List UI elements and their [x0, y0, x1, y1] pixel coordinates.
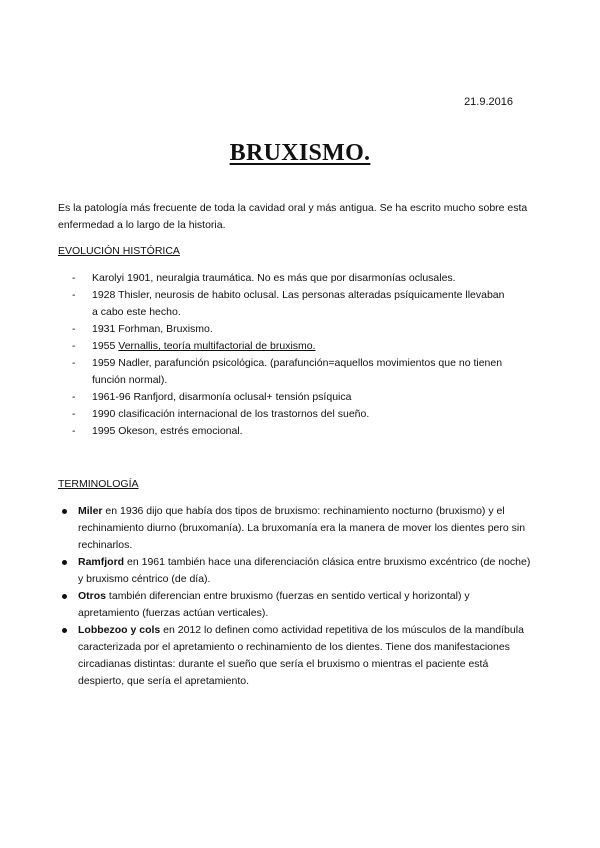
- list-item-text: en 1936 dijo que había dos tipos de bruxismo: rechinamiento nocturno (bruxismo) y el rechinamiento diurno (bruxomanía). La bruxomanía era la manera de mover los dientes pero sin rechinarlos.: [78, 505, 526, 551]
- bullet-icon: [62, 594, 67, 599]
- list-item: [72, 355, 512, 389]
- list-item: [62, 588, 532, 622]
- list-item: [72, 338, 512, 355]
- list-item-author: Miler: [78, 505, 103, 517]
- evolucion-list: [72, 270, 512, 440]
- list-item-text: en 2012 lo definen como actividad repetitiva de los músculos de la mandíbula caracterizada por el apretamiento o rechinamiento de los dientes. Tiene dos manifestaciones circadianas distintas: durante el sueño que sería el bruxismo o mientras el paciente está despierto, que sería el apretamiento.: [78, 624, 524, 687]
- list-item: [72, 406, 512, 423]
- list-item-text: 1959 Nadler, parafunción psicológica. (parafunción=aquellos movimientos que no tienen función normal).: [92, 357, 503, 386]
- dash-marker: -: [72, 272, 76, 284]
- section-heading-terminologia: TERMINOLOGÍA: [58, 478, 139, 490]
- list-item-text: 1931 Forhman, Bruxismo.: [92, 323, 213, 335]
- bullet-icon: [62, 560, 67, 565]
- bullet-icon: [62, 628, 67, 633]
- list-item-underlined: Vernallis, teoría multifactorial de bruxismo.: [118, 340, 316, 352]
- document-date: 21.9.2016: [464, 96, 513, 108]
- list-item-text: 1961-96 Ranfjord, disarmonía oclusal+ tensión psíquica: [92, 391, 352, 403]
- list-item-text: 1990 clasificación internacional de los trastornos del sueño.: [92, 408, 370, 420]
- list-item-author: Lobbezoo y cols: [78, 624, 161, 636]
- dash-marker: -: [72, 323, 76, 335]
- list-item: [62, 503, 532, 554]
- list-item: [62, 554, 532, 588]
- list-item-prefix: 1955: [92, 340, 119, 352]
- list-item-text: 1928 Thisler, neurosis de habito oclusal. Las personas alteradas psíquicamente llevaban a cabo este hecho.: [92, 289, 505, 318]
- list-item-author: Ramfjord: [78, 556, 125, 568]
- dash-marker: -: [72, 357, 76, 369]
- list-item-text: en 1961 también hace una diferenciación clásica entre bruxismo excéntrico (de noche) y bruxismo céntrico (de día).: [78, 556, 531, 585]
- list-item-text: Karolyi 1901, neuralgia traumática. No es más que por disarmonías oclusales.: [92, 272, 456, 284]
- list-item: [72, 287, 512, 321]
- terminologia-list: [62, 503, 532, 690]
- document-title: BRUXISMO.: [229, 140, 371, 166]
- list-item: [72, 321, 512, 338]
- list-item-text: 1995 Okeson, estrés emocional.: [92, 425, 243, 437]
- intro-paragraph: Es la patología más frecuente de toda la cavidad oral y más antigua. Se ha escrito mucho sobre esta enfermedad a lo largo de la historia.: [58, 202, 528, 231]
- bullet-icon: [62, 509, 67, 514]
- section-heading-evolucion: EVOLUCIÓN HISTÓRICA: [58, 245, 180, 257]
- dash-marker: -: [72, 289, 76, 301]
- dash-marker: -: [72, 425, 76, 437]
- dash-marker: -: [72, 340, 76, 352]
- list-item: [72, 270, 512, 287]
- list-item-text: también diferencian entre bruxismo (fuerzas en sentido vertical y horizontal) y apretamiento (fuerzas actúan verticales).: [78, 590, 470, 619]
- dash-marker: -: [72, 391, 76, 403]
- dash-marker: -: [72, 408, 76, 420]
- list-item-author: Otros: [78, 590, 107, 602]
- list-item: [72, 423, 512, 440]
- list-item: [72, 389, 512, 406]
- list-item: [62, 622, 532, 690]
